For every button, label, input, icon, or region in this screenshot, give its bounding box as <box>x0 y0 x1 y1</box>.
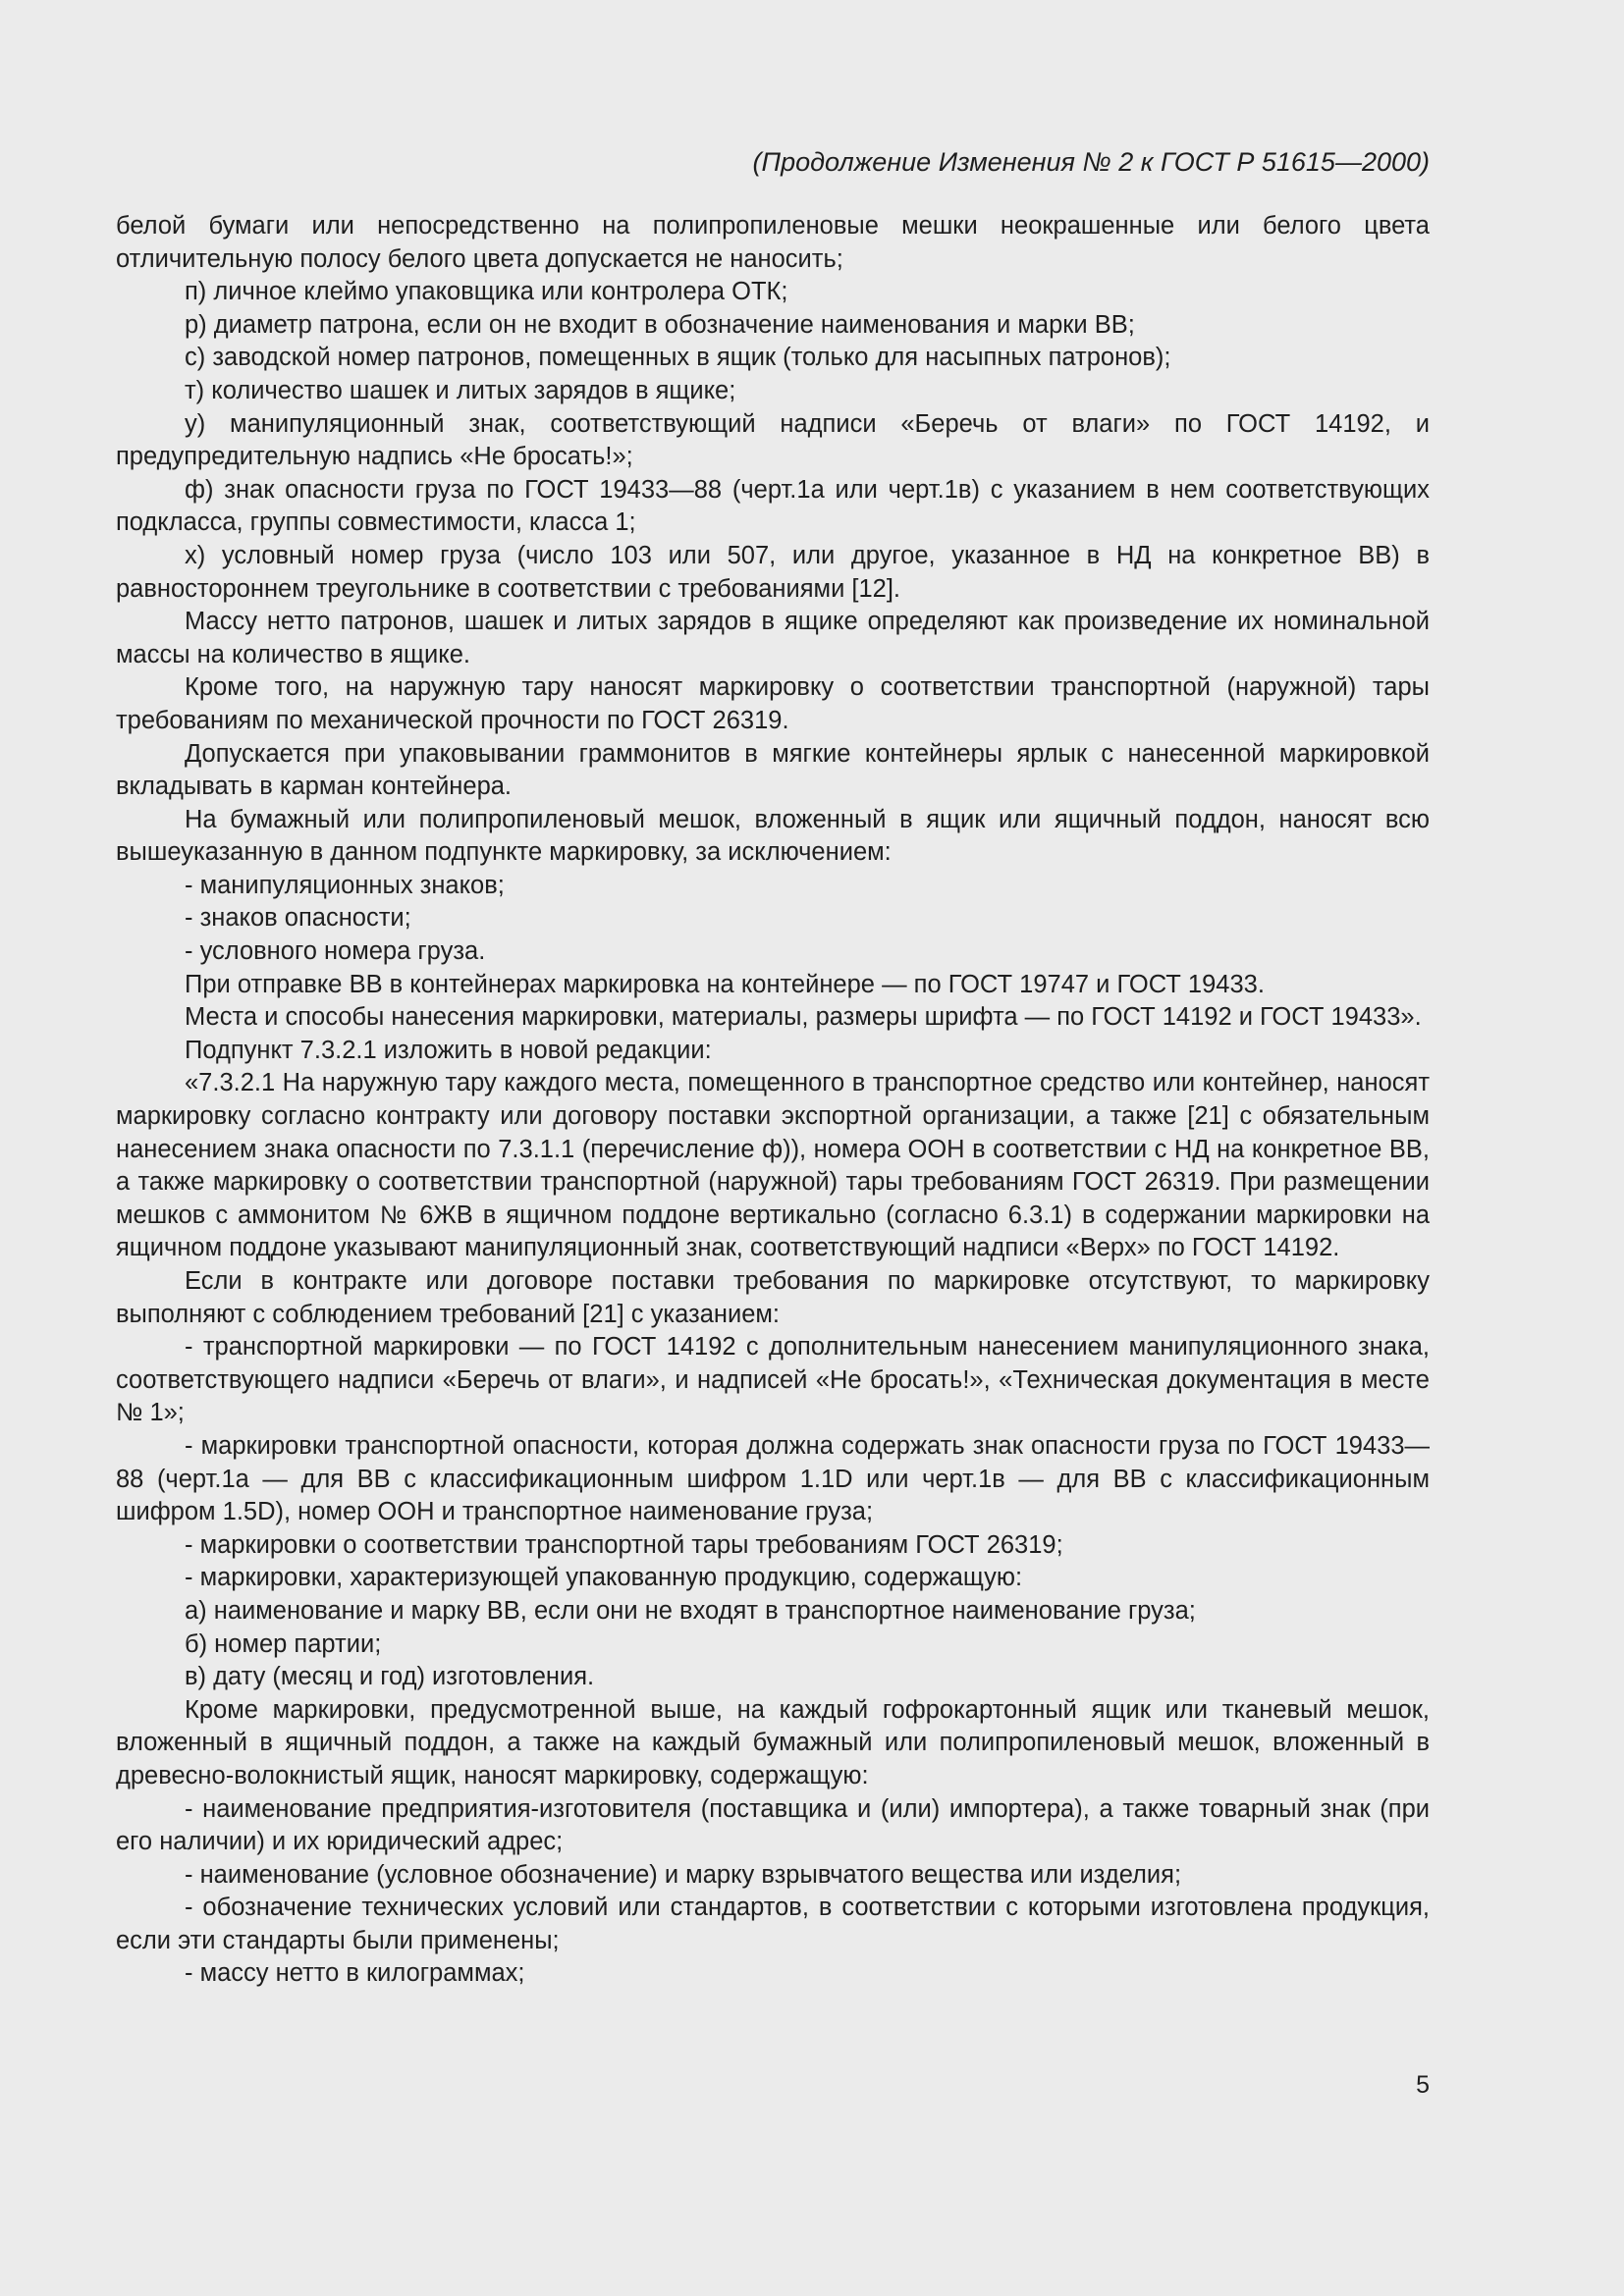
list-item: - манипуляционных знаков; <box>185 871 505 899</box>
paragraph: На бумажный или полипропиленовый мешок, вложенный в ящик или ящичный поддон, наносят всю вышеуказанную в данном подпункте маркировку, за исключением: <box>116 805 1430 867</box>
list-item: т) количество шашек и литых зарядов в ящике; <box>185 376 736 404</box>
list-item: - массу нетто в килограммах; <box>185 1959 525 1988</box>
paragraph: Массу нетто патронов, шашек и литых зарядов в ящике определяют как произведение их номинальной массы на количество в ящике. <box>116 608 1430 668</box>
paragraph: «7.3.2.1 На наружную тару каждого места, помещенного в транспортное средство или контейнер, наносят маркировку согласно контракту или договору поставки экспортной организации, а также [21] с обязательным нанесением знака опасности по 7.3.1.1 (перечисление ф)), номера ООН в соответствии с НД на конкретное ВВ, а также маркировку о соответствии транспортной (наружной) тары требованиям ГОСТ 26319. При размещении мешков с аммонитом № 6ЖВ в ящичном поддоне вертикально (согласно 6.3.1) в содержании маркировки на ящичном поддоне указывают манипуляционный знак, соответствующий надписи «Верх» по ГОСТ 14192. <box>116 1069 1430 1262</box>
paragraph: белой бумаги или непосредственно на полипропиленовые мешки неокрашенные или белого цвета отличительную полосу белого цвета допускается не наносить; <box>116 212 1430 273</box>
running-header: (Продолжение Изменения № 2 к ГОСТ Р 51615—2000) <box>752 147 1430 177</box>
document-body <box>116 210 1430 1991</box>
list-item: у) манипуляционный знак, соответствующий надписи «Беречь от влаги» по ГОСТ 14192, и предупредительную надпись «Не бросать!»; <box>116 409 1430 471</box>
list-item: б) номер партии; <box>185 1629 382 1658</box>
list-item: ф) знак опасности груза по ГОСТ 19433—88 (черт.1а или черт.1в) с указанием в нем соответствующих подкласса, группы совместимости, класса 1; <box>116 475 1430 537</box>
list-item: - наименование (условное обозначение) и марку взрывчатого вещества или изделия; <box>185 1860 1182 1889</box>
list-item: в) дату (месяц и год) изготовления. <box>185 1663 595 1691</box>
page-number: 5 <box>1416 2071 1430 2099</box>
list-item: - наименование предприятия-изготовителя (поставщика и (или) импортера), а также товарный знак (при его наличии) и их юридический адрес; <box>116 1794 1430 1856</box>
paragraph: Кроме того, на наружную тару наносят маркировку о соответствии транспортной (наружной) тары требованиям по механической прочности по ГОСТ 26319. <box>116 673 1430 734</box>
list-item: - маркировки транспортной опасности, которая должна содержать знак опасности груза по ГОСТ 19433—88 (черт.1а — для ВВ с классификационным шифром 1.1D или черт.1в — для ВВ с классификационным шифром 1.5D), номер ООН и транспортное наименование груза; <box>116 1431 1430 1526</box>
list-item: х) условный номер груза (число 103 или 507, или другое, указанное в НД на конкретное ВВ) в равностороннем треугольнике в соответствии с требованиями [12]. <box>116 541 1430 603</box>
list-item: р) диаметр патрона, если он не входит в обозначение наименования и марки ВВ; <box>185 310 1135 339</box>
list-item: п) личное клеймо упаковщика или контролера ОТК; <box>185 278 788 306</box>
paragraph: Кроме маркировки, предусмотренной выше, на каждый гофрокартонный ящик или тканевый мешок, вложенный в ящичный поддон, а также на каждый бумажный или полипропиленовый мешок, вложенный в древесно-волокнистый ящик, наносят маркировку, содержащую: <box>116 1695 1430 1789</box>
list-item: а) наименование и марку ВВ, если они не входят в транспортное наименование груза; <box>185 1596 1196 1625</box>
list-item: - транспортной маркировки — по ГОСТ 14192 с дополнительным нанесением манипуляционного знака, соответствующего надписи «Беречь от влаги», и надписей «Не бросать!», «Техническая документация в месте № 1»; <box>116 1333 1430 1427</box>
paragraph: Подпункт 7.3.2.1 изложить в новой редакции: <box>185 1036 712 1064</box>
list-item: с) заводской номер патронов, помещенных в ящик (только для насыпных патронов); <box>185 344 1171 372</box>
paragraph: Допускается при упаковывании граммонитов в мягкие контейнеры ярлык с нанесенной маркировкой вкладывать в карман контейнера. <box>116 739 1430 801</box>
list-item: - маркировки о соответствии транспортной тары требованиям ГОСТ 26319; <box>185 1530 1063 1559</box>
paragraph: Места и способы нанесения маркировки, материалы, размеры шрифта — по ГОСТ 14192 и ГОСТ 19433». <box>185 1003 1422 1032</box>
list-item: - знаков опасности; <box>185 904 411 933</box>
paragraph: Если в контракте или договоре поставки требования по маркировке отсутствуют, то маркировку выполняют с соблюдением требований [21] с указанием: <box>116 1267 1430 1328</box>
list-item: - условного номера груза. <box>185 937 486 966</box>
list-item: - обозначение технических условий или стандартов, в соответствии с которыми изготовлена продукция, если эти стандарты были применены; <box>116 1894 1430 1954</box>
paragraph: При отправке ВВ в контейнерах маркировка на контейнере — по ГОСТ 19747 и ГОСТ 19433. <box>185 970 1265 998</box>
list-item: - маркировки, характеризующей упакованную продукцию, содержащую: <box>185 1564 1023 1592</box>
